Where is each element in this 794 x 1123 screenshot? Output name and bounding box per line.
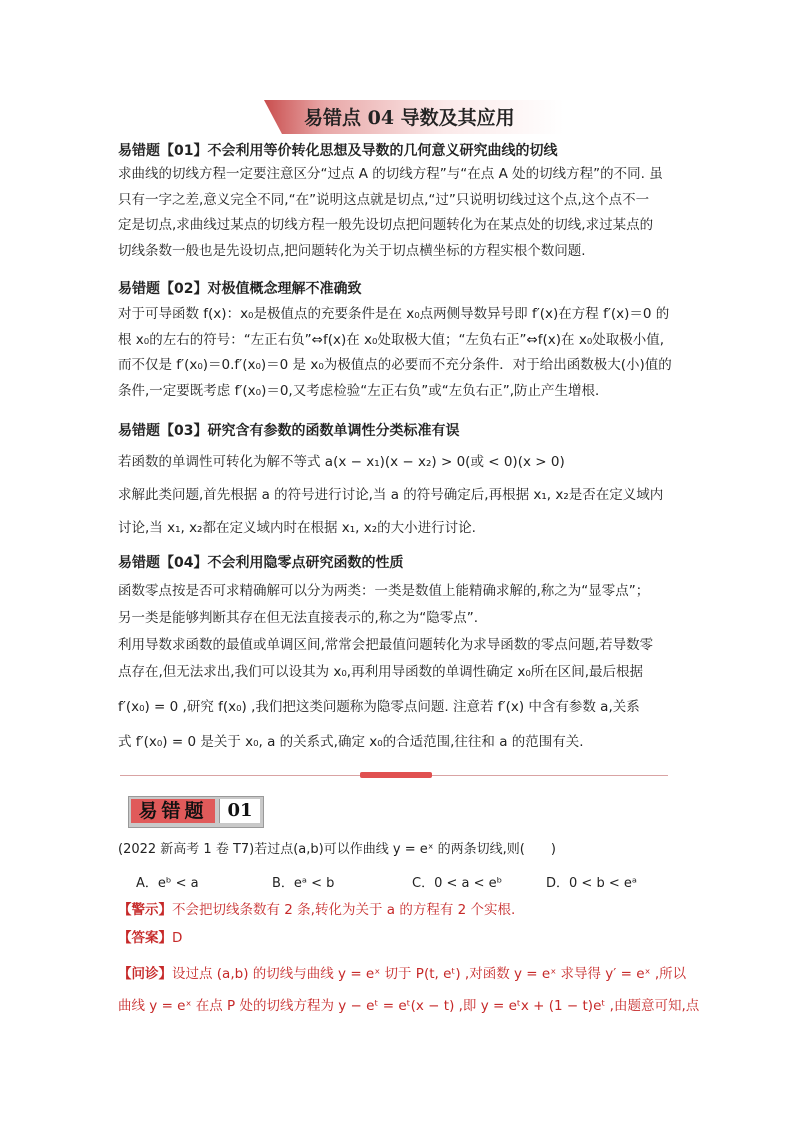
page-title-banner <box>264 100 564 136</box>
section-heading-02: 易错题【02】对极值概念理解不准确致 <box>118 281 362 297</box>
example-badge <box>128 796 264 828</box>
option-c: C．0 < a < eᵇ <box>412 876 503 891</box>
answer-value: D <box>172 930 183 946</box>
option-b: B．eᵃ < b <box>272 876 335 891</box>
diagnosis-block <box>118 958 699 1022</box>
section-02-line: 条件,一定要既考虑 f′(x₀)＝0,又考虑检验“左正右负”或“左负右正”,防止产生增根． <box>118 382 609 399</box>
section-heading-04: 易错题【04】不会利用隐零点研究函数的性质 <box>118 555 404 571</box>
section-heading-01: 易错题【01】不会利用等价转化思想及导数的几何意义研究曲线的切线 <box>118 143 558 159</box>
warning-note <box>118 898 515 918</box>
section-02-line: 而不仅是 f′(x₀)＝0.f′(x₀)＝0 是 x₀为极值点的必要而不充分条件．对于给出函数极大(小)值的 <box>118 357 672 373</box>
section-04-line: 另一类是能够判断其存在但无法直接表示的,称之为“隐零点”. <box>118 610 479 626</box>
section-01-line: 定是切点,求曲线过某点的切线方程一般先设切点把问题转化为在某点处的切线,求过某点的 <box>118 217 654 233</box>
section-body-03 <box>118 446 678 545</box>
section-01-line: 切线条数一般也是先设切点,把问题转化为关于切点横坐标的方程实根个数问题. <box>118 242 586 259</box>
answer-line <box>118 926 182 946</box>
answer-tag: 【答案】 <box>118 930 172 946</box>
section-body-02 <box>118 302 678 404</box>
diagnosis-tag: 【问诊】 <box>118 966 172 982</box>
section-04-line: 函数零点按是否可求精确解可以分为两类：一类是数值上能精确求解的,称之为“显零点”； <box>118 583 650 599</box>
section-04-line: 利用导数求函数的最值或单调区间,常常会把最值问题转化为求导函数的零点问题,若导数零 <box>118 637 654 653</box>
section-04-line: 式 f′(x₀) = 0 是关于 x₀, a 的关系式,确定 x₀的合适范围,往往和 a 的范围有关. <box>118 734 584 750</box>
section-body-01 <box>118 162 678 264</box>
example-badge-label: 易错题 <box>131 799 215 823</box>
diagnosis-line: 设过点 (a,b) 的切线与曲线 y = eˣ 切于 P(t, eᵗ) ,对函数 y = eˣ 求导得 y′ = eˣ ,所以 <box>172 966 687 982</box>
section-03-line: 若函数的单调性可转化为解不等式 a(x − x₁)(x − x₂) > 0(或 < 0)(x > 0) <box>118 454 565 470</box>
section-02-line: 根 x₀的左右的符号：“左正右负”⇔f(x)在 x₀处取极大值；“左负右正”⇔f(x)在 x₀处取极小值, <box>118 331 665 348</box>
section-02-line: 对于可导函数 f(x)：x₀是极值点的充要条件是在 x₀点两侧导数异号即 f′(x)在方程 f′(x)＝0 的 <box>118 306 670 322</box>
example-badge-number: 01 <box>219 799 260 823</box>
section-03-line: 讨论,当 x₁, x₂都在定义域内时在根据 x₁, x₂的大小进行讨论. <box>118 520 476 536</box>
section-heading-03: 易错题【03】研究含有参数的函数单调性分类标准有误 <box>118 423 460 439</box>
section-04-line: f′(x₀) = 0 ,研究 f(x₀) ,我们把这类问题称为隐零点问题. 注意若 f′(x) 中含有参数 a,关系 <box>118 699 640 715</box>
section-03-line: 求解此类问题,首先根据 a 的符号进行讨论,当 a 的符号确定后,再根据 x₁, x₂是否在定义域内 <box>118 487 664 503</box>
section-01-line: 求曲线的切线方程一定要注意区分“过点 A 的切线方程”与“在点 A 处的切线方程”的不同. 虽 <box>118 166 663 182</box>
question-stem: (2022 新高考 1 卷 T7)若过点(a,b)可以作曲线 y = eˣ 的两条切线,则( ) <box>118 842 556 857</box>
warning-tag: 【警示】 <box>118 902 172 918</box>
option-d: D．0 < b < eᵃ <box>546 876 637 891</box>
section-01-line: 只有一字之差,意义完全不同,“在”说明这点就是切点,“过”只说明切线过这个点,这个点不一 <box>118 191 650 208</box>
page-title: 易错点 04 导数及其应用 <box>304 107 515 129</box>
section-divider-accent <box>360 772 432 778</box>
diagnosis-line: 曲线 y = eˣ 在点 P 处的切线方程为 y − eᵗ = eᵗ(x − t) ,即 y = eᵗx + (1 − t)eᵗ ,由题意可知,点 <box>118 998 700 1014</box>
section-04-line: 点存在,但无法求出,我们可以设其为 x₀,再利用导函数的单调性确定 x₀所在区间,最后根据 <box>118 664 644 680</box>
option-a: A．eᵇ < a <box>136 876 199 891</box>
section-body-04 <box>118 578 678 756</box>
warning-text: 不会把切线条数有 2 条,转化为关于 a 的方程有 2 个实根. <box>172 902 516 918</box>
